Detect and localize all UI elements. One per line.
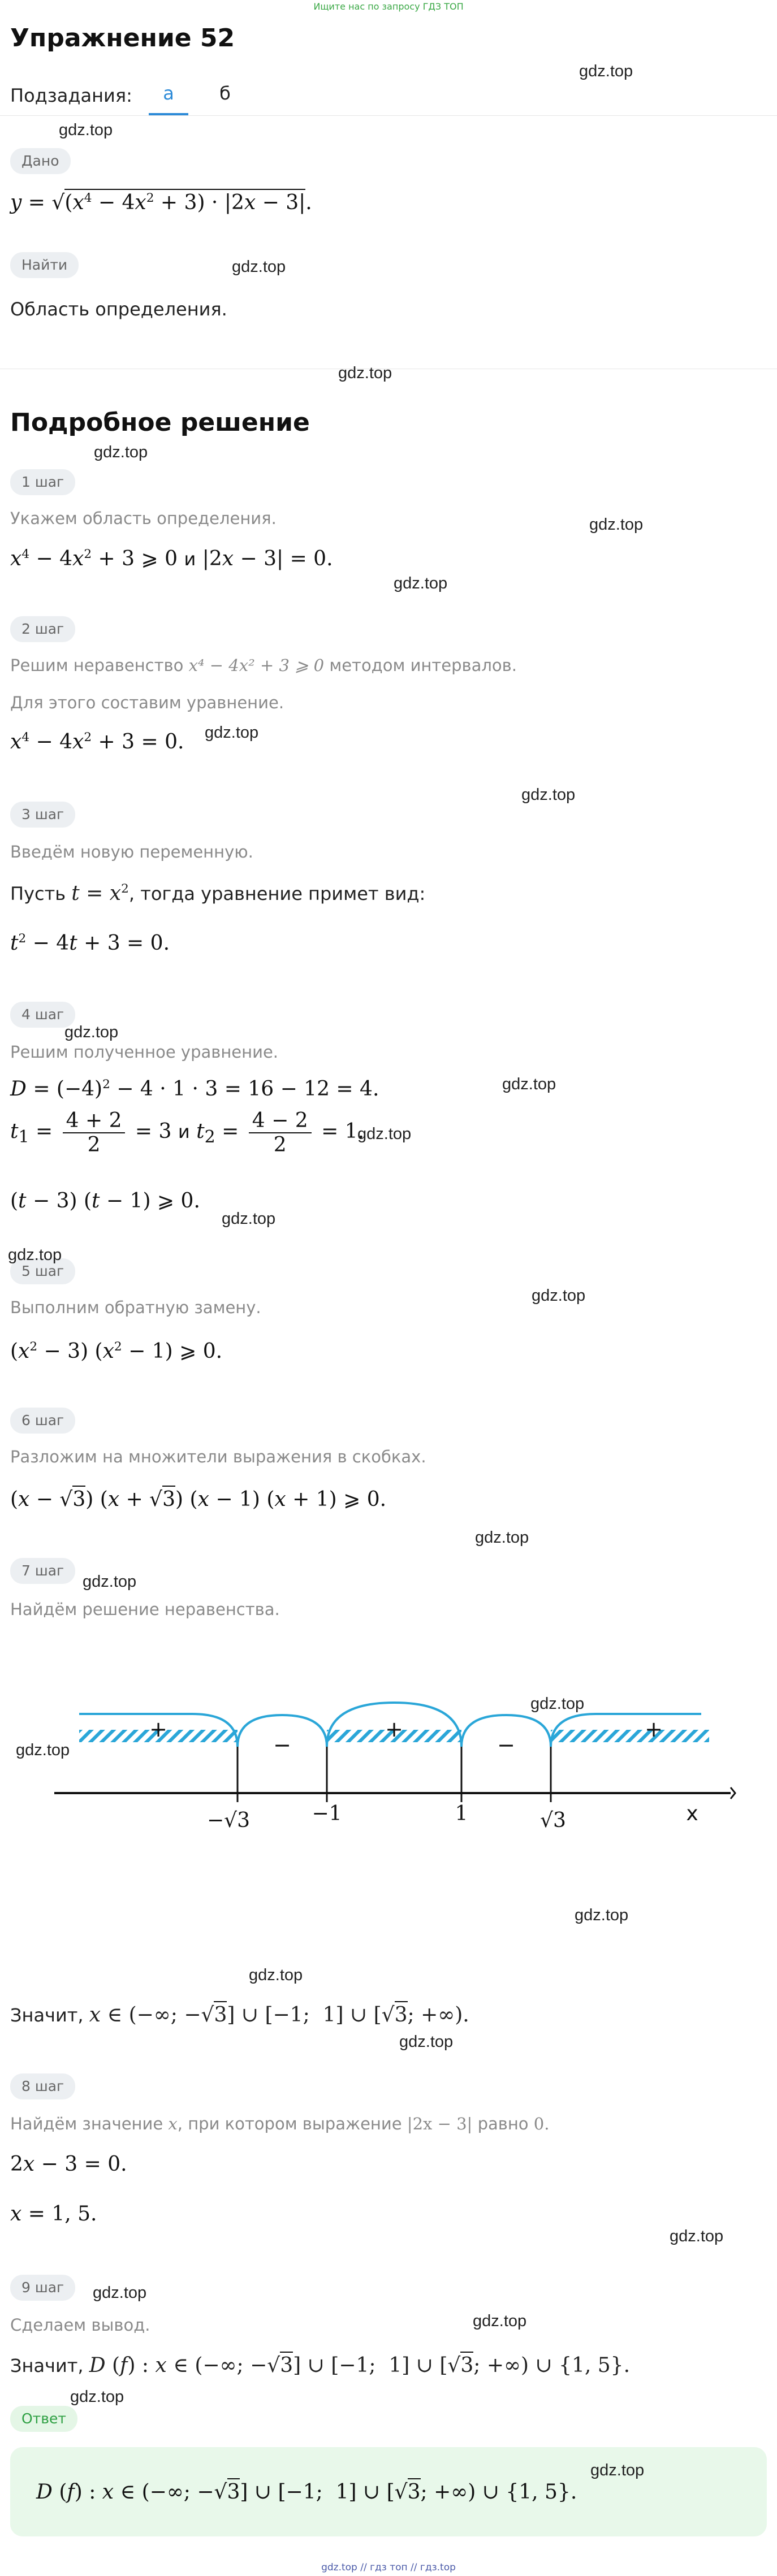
watermark: gdz.top [338, 364, 392, 382]
sign-5: + [645, 1717, 663, 1742]
watermark: gdz.top [16, 1741, 70, 1759]
step-9-hint: Сделаем вывод. [10, 2315, 150, 2335]
sign-4: − [497, 1733, 515, 1757]
watermark: gdz.top [83, 1573, 137, 1591]
given-formula: $y = √(x^4 - 4x^2 + 3) \cdot |2x - 3|$. [10, 191, 312, 214]
step-1-badge: 1 шаг [10, 469, 75, 495]
step-9-conclusion: Значит, D (f) : x ∈ (−∞; −√3] ∪ [−1; 1] ∪ [√3; +∞) ∪ {1, 5}. [10, 2354, 630, 2377]
label-1: 1 [455, 1802, 468, 1825]
step-3-formula: $t^2 - 4t + 3 = 0$. [10, 932, 170, 955]
step-4-discriminant: $D = (-4)^2 - 4 \cdot 1 \cdot 3 = 16 - 12 = 4$. [10, 1077, 379, 1101]
watermark: gdz.top [532, 1287, 586, 1305]
step-9-badge: 9 шаг [10, 2275, 75, 2301]
watermark: gdz.top [589, 516, 644, 534]
step-5-formula: $(x^2 - 3) (x^2 - 1)$ ⩾ 0. [10, 1340, 223, 1363]
step-3-badge: 3 шаг [10, 802, 75, 828]
watermark: gdz.top [94, 443, 148, 461]
axis-arrow [731, 1787, 735, 1799]
step-1-formula: $x^4 - 4x^2 + 3$ ⩾ 0 и |2x − 3| = 0. [10, 547, 333, 570]
solution-title: Подробное решение [10, 408, 310, 437]
watermark: gdz.top [357, 1125, 412, 1143]
step-6-hint: Разложим на множители выражения в скобках. [10, 1447, 426, 1466]
step-6-formula: (x − √3) (x + √3) (x − 1) (x + 1) ⩾ 0. [10, 1488, 386, 1511]
tab-subtask-a[interactable]: а [163, 83, 174, 104]
watermark: gdz.top [232, 258, 286, 276]
step-7-badge: 7 шаг [10, 1558, 75, 1584]
watermark: gdz.top [473, 2312, 527, 2330]
step-4-badge: 4 шаг [10, 1002, 75, 1028]
step-2-hint: Решим неравенство x⁴ − 4x² + 3 ⩾ 0 методом интервалов. [10, 656, 517, 675]
number-line-diagram [0, 1685, 777, 1854]
step-4-roots: $t_1$ = $\frac{4 + 2}{2}$ = 3 и $t_2$ = $\frac{4 - 2}{2}$ = 1. [10, 1109, 365, 1157]
watermark: gdz.top [64, 1023, 119, 1041]
label-neg-1: −1 [312, 1802, 342, 1825]
step-8-formula-a: 2x − 3 = 0. [10, 2153, 127, 2176]
step-8-badge: 8 шаг [10, 2073, 75, 2099]
watermark: gdz.top [475, 1529, 529, 1547]
watermark: gdz.top [530, 1695, 585, 1713]
sign-2: − [273, 1733, 291, 1757]
subtasks-divider [0, 115, 777, 116]
step-4-inequality: (t − 3) (t − 1) ⩾ 0. [10, 1189, 200, 1213]
step-8-formula-b: x = 1, 5. [10, 2202, 97, 2226]
step-6-badge: 6 шаг [10, 1408, 75, 1434]
watermark: gdz.top [8, 1246, 62, 1264]
subtasks-label: Подзадания: [10, 85, 132, 106]
watermark: gdz.top [502, 1075, 556, 1093]
find-text: Область определения. [10, 298, 227, 320]
label-sqrt3: √3 [540, 1809, 566, 1832]
step-7-hint: Найдём решение неравенства. [10, 1600, 280, 1619]
tab-subtask-b[interactable]: б [219, 83, 231, 104]
watermark: gdz.top [205, 724, 259, 742]
label-neg-sqrt3: −√3 [206, 1809, 251, 1832]
watermark: gdz.top [93, 2284, 147, 2302]
step-2-badge: 2 шаг [10, 616, 75, 642]
hatch-region-right [551, 1730, 709, 1742]
top-banner[interactable]: Ищите нас по запросу ГДЗ ТОП [313, 1, 464, 12]
answer-badge: Ответ [10, 2406, 77, 2432]
step-5-badge: 5 шаг [10, 1258, 75, 1284]
watermark: gdz.top [590, 2461, 645, 2479]
step-3-hint: Введём новую переменную. [10, 842, 253, 861]
step-2-formula: $x^4 - 4x^2 + 3 = 0$. [10, 730, 184, 754]
step-2-hint2: Для этого составим уравнение. [10, 693, 284, 712]
watermark: gdz.top [70, 2388, 124, 2406]
watermark: gdz.top [399, 2033, 454, 2051]
watermark: gdz.top [59, 121, 113, 139]
step-3-text: Пусть $t = x^2$, тогда уравнение примет вид: [10, 882, 426, 905]
watermark: gdz.top [222, 1210, 276, 1228]
step-5-hint: Выполним обратную замену. [10, 1298, 261, 1317]
watermark: gdz.top [670, 2227, 724, 2245]
step-7-conclusion: Значит, x ∈ (−∞; −√3] ∪ [−1; 1] ∪ [√3; +∞). [10, 2003, 469, 2027]
watermark: gdz.top [579, 62, 633, 80]
step-1-hint: Укажем область определения. [10, 509, 277, 528]
sign-1: + [149, 1717, 167, 1742]
step-8-hint: Найдём значение x, при котором выражение |2x − 3| равно 0. [10, 2114, 550, 2133]
sign-3: + [385, 1717, 403, 1742]
answer-formula: D (f) : x ∈ (−∞; −√3] ∪ [−1; 1] ∪ [√3; +∞) ∪ {1, 5}. [36, 2480, 577, 2504]
axis-label-x: x [686, 1802, 698, 1825]
page-title: Упражнение 52 [10, 24, 235, 53]
footer-links[interactable]: gdz.top // гдз топ // гдз.top [321, 2562, 456, 2573]
watermark: gdz.top [575, 1906, 629, 1924]
watermark: gdz.top [521, 786, 576, 804]
find-badge: Найти [10, 252, 79, 278]
watermark: gdz.top [249, 1966, 303, 1984]
watermark: gdz.top [394, 574, 448, 592]
step-4-hint: Решим полученное уравнение. [10, 1042, 279, 1062]
given-badge: Дано [10, 148, 71, 174]
